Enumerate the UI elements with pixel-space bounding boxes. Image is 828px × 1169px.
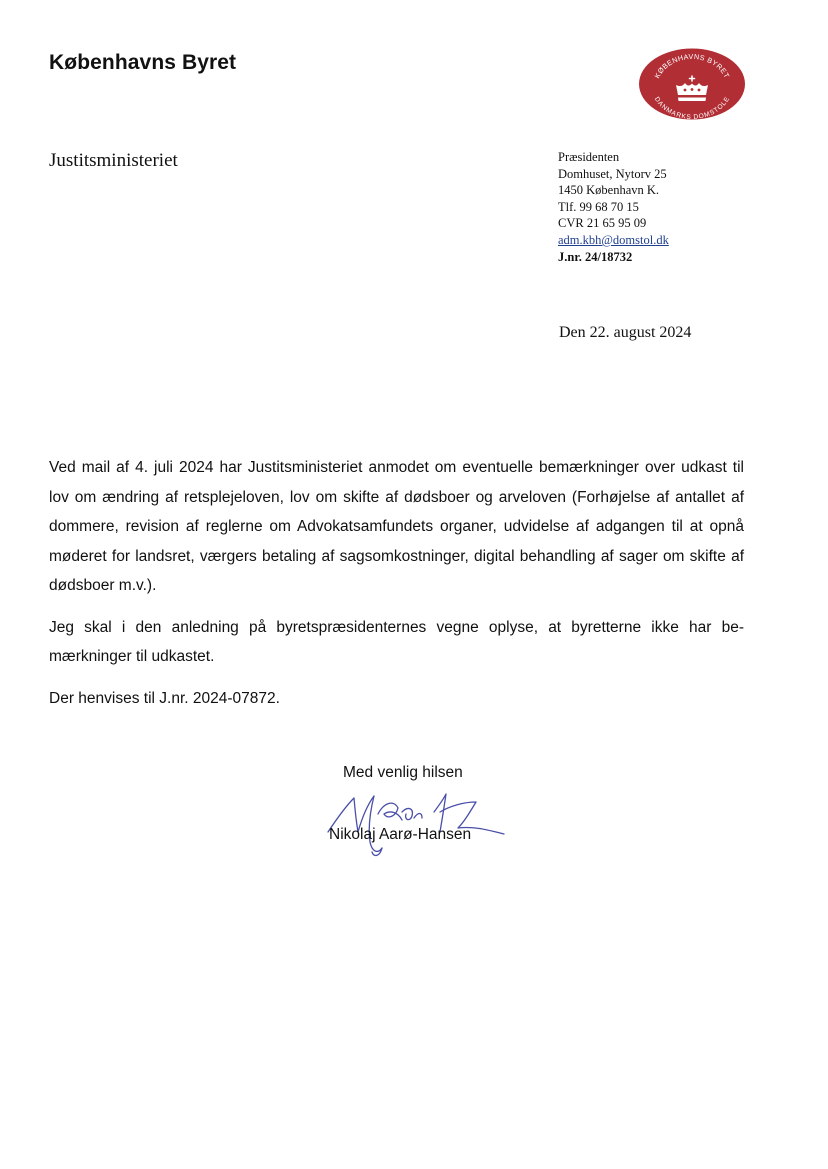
sender-block xyxy=(558,149,669,265)
court-seal xyxy=(638,48,746,120)
sender-email-link[interactable]: adm.kbh@domstol.dk xyxy=(558,232,669,247)
body-paragraph-1: Ved mail af 4. juli 2024 har Justitsministeriet anmodet om eventuelle bemærkninger over udkast til lov om ændring af retsplejeloven, lov om skifte af dødsboer og arveloven (Forhøjelse af antallet af dommere, revision af reglerne om Advokatsamfundets organer, udvidelse af adgangen til at opnå møderet for landsret, værgers betaling af sagsomkostninger, digital behandling af sager om skifte af dødsboer m.v.). xyxy=(49,459,744,594)
closing-greeting: Med venlig hilsen xyxy=(343,764,463,781)
court-name: Københavns Byret xyxy=(49,51,237,74)
sender-phone: Tlf. 99 68 70 15 xyxy=(558,199,639,214)
body-paragraph-2: Jeg skal i den anledning på byretspræsidenternes vegne oplyse, at byretterne ikke har bemærkninger til udkastet. xyxy=(49,618,744,665)
letter-date: Den 22. august 2024 xyxy=(559,324,692,341)
recipient: Justitsministeriet xyxy=(49,150,178,171)
seal-bottom-text: DANMARKS DOMSTOLE xyxy=(652,95,732,120)
seal-top-text: KØBENHAVNS BYRET xyxy=(652,51,732,80)
handwritten-signature xyxy=(318,782,518,862)
sender-title: Præsidenten xyxy=(558,150,620,164)
journal-number: J.nr. 24/18732 xyxy=(558,249,633,264)
sender-address-line1: Domhuset, Nytorv 25 xyxy=(558,166,667,181)
signer-name: Nikolaj Aarø-Hansen xyxy=(329,826,472,843)
sender-address-line2: 1450 København K. xyxy=(558,183,660,198)
letter-body xyxy=(49,453,744,725)
body-paragraph-3: Der henvises til J.nr. 2024-07872. xyxy=(49,689,280,707)
sender-cvr: CVR 21 65 95 09 xyxy=(558,216,647,231)
